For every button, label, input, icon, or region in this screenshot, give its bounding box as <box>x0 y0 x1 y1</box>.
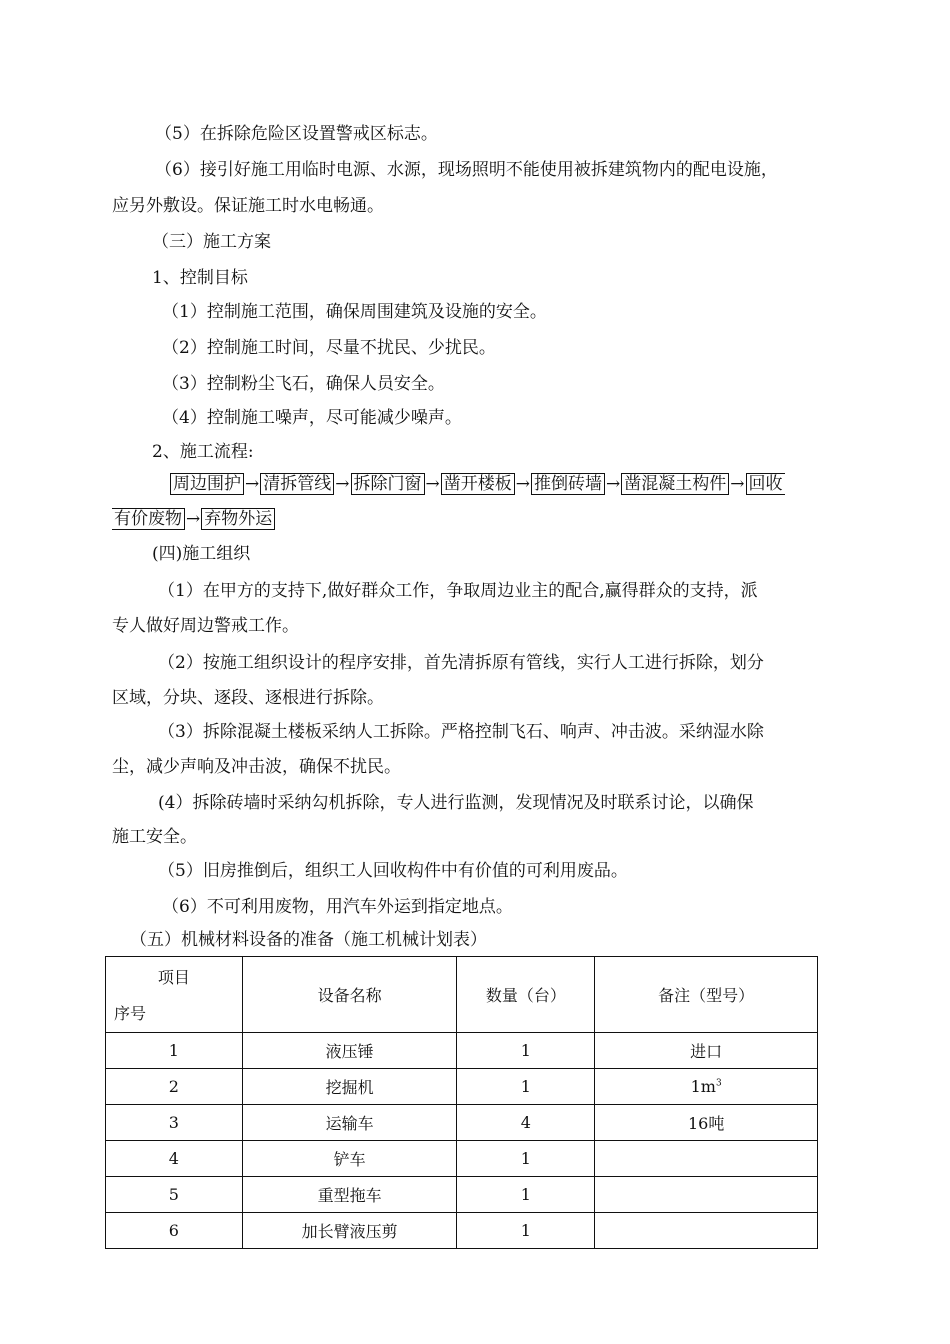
cell-qty: 4 <box>457 1105 595 1141</box>
table-row <box>106 1105 818 1141</box>
goal-item-1: （1）控制施工范围，确保周围建筑及设施的安全。 <box>162 302 547 322</box>
cell-no: 4 <box>106 1141 243 1177</box>
header-item-label: 项目 <box>157 968 190 987</box>
flow-step: 拆除门窗 <box>351 473 425 495</box>
cell-no: 5 <box>106 1177 243 1213</box>
note-superscript: 3 <box>715 1078 722 1089</box>
cell-note <box>595 1213 818 1249</box>
table-row <box>106 1069 818 1105</box>
cell-name: 加长臂液压剪 <box>242 1213 457 1249</box>
cell-qty: 1 <box>457 1213 595 1249</box>
paragraph-item-5: （5）在拆除危险区设置警戒区标志。 <box>155 124 438 144</box>
arrow-right-icon: → <box>606 474 621 494</box>
arrow-right-icon: → <box>515 474 530 494</box>
org-item-2-cont: 区域，分块、逐段、逐根进行拆除。 <box>112 688 384 708</box>
header-cell-split <box>106 957 243 1033</box>
table-row <box>106 1141 818 1177</box>
goal-item-2: （2）控制施工时间，尽量不扰民、少扰民。 <box>162 338 496 358</box>
cell-note <box>595 1105 818 1141</box>
arrow-right-icon: → <box>730 474 745 494</box>
flow-step: 弃物外运 <box>201 508 275 530</box>
note-text: 16吨 <box>687 1114 725 1133</box>
org-item-5: （5）旧房推倒后，组织工人回收构件中有价值的可利用废品。 <box>158 861 628 881</box>
cell-note <box>595 1069 818 1105</box>
org-item-4-cont: 施工安全。 <box>112 827 197 847</box>
goal-item-3: （3）控制粉尘飞石，确保人员安全。 <box>162 374 445 394</box>
flow-step: 周边围护 <box>170 473 244 495</box>
cell-name: 挖掘机 <box>242 1069 457 1105</box>
org-item-4: (4）拆除砖墙时采纳勾机拆除，专人进行监测，发现情况及时联系讨论，以确保 <box>158 793 754 813</box>
section-heading-3: （三）施工方案 <box>152 232 271 252</box>
cell-qty: 1 <box>457 1141 595 1177</box>
org-item-3: （3）拆除混凝土楼板采纳人工拆除。严格控制飞石、响声、冲击波。采纳湿水除 <box>158 722 764 742</box>
note-text: 1m <box>690 1077 716 1096</box>
org-item-1-cont: 专人做好周边警戒工作。 <box>112 616 299 636</box>
cell-qty: 1 <box>457 1177 595 1213</box>
cell-no: 1 <box>106 1033 243 1069</box>
equipment-table <box>105 956 818 1249</box>
flow-step: 回收 <box>746 473 785 495</box>
table-row <box>106 1033 818 1069</box>
flow-step: 有价废物 <box>112 508 185 530</box>
header-cell-note: 备注（型号） <box>595 957 818 1033</box>
arrow-right-icon: → <box>186 509 201 529</box>
cell-note <box>595 1177 818 1213</box>
cell-qty: 1 <box>457 1069 595 1105</box>
cell-name: 铲车 <box>242 1141 457 1177</box>
table-row <box>106 1177 818 1213</box>
org-item-2: （2）按施工组织设计的程序安排，首先清拆原有管线，实行人工进行拆除，划分 <box>158 653 764 673</box>
table-row <box>106 1213 818 1249</box>
subheading-control-goals: 1、控制目标 <box>152 268 248 288</box>
table-header-row <box>106 957 818 1033</box>
arrow-right-icon: → <box>425 474 440 494</box>
subheading-process: 2、施工流程: <box>152 442 254 462</box>
cell-no: 2 <box>106 1069 243 1105</box>
process-flow-line-2 <box>112 508 275 530</box>
cell-name: 重型拖车 <box>242 1177 457 1213</box>
note-text: 进口 <box>690 1042 723 1061</box>
header-cell-name: 设备名称 <box>242 957 457 1033</box>
org-item-1: （1）在甲方的支持下,做好群众工作，争取周边业主的配合,赢得群众的支持，派 <box>158 581 758 601</box>
flow-step: 凿混凝土构件 <box>621 473 729 495</box>
header-no-label: 序号 <box>114 1004 147 1023</box>
arrow-right-icon: → <box>335 474 350 494</box>
cell-no: 3 <box>106 1105 243 1141</box>
flow-step: 推倒砖墙 <box>531 473 605 495</box>
cell-name: 液压锤 <box>242 1033 457 1069</box>
section-heading-4: (四)施工组织 <box>152 544 251 564</box>
paragraph-item-6: （6）接引好施工用临时电源、水源，现场照明不能使用被拆建筑物内的配电设施， <box>155 160 778 180</box>
org-item-6: （6）不可利用废物，用汽车外运到指定地点。 <box>162 897 513 917</box>
org-item-3-cont: 尘，减少声响及冲击波，确保不扰民。 <box>112 757 401 777</box>
cell-no: 6 <box>106 1213 243 1249</box>
cell-name: 运输车 <box>242 1105 457 1141</box>
process-flow-line-1 <box>170 473 785 495</box>
flow-step: 清拆管线 <box>260 473 334 495</box>
cell-note <box>595 1141 818 1177</box>
cell-note <box>595 1033 818 1069</box>
flow-step: 凿开楼板 <box>441 473 515 495</box>
goal-item-4: （4）控制施工噪声，尽可能减少噪声。 <box>162 408 462 428</box>
paragraph-item-6-cont: 应另外敷设。保证施工时水电畅通。 <box>112 196 384 216</box>
section-heading-5: （五）机械材料设备的准备（施工机械计划表） <box>130 930 487 950</box>
arrow-right-icon: → <box>245 474 260 494</box>
header-cell-qty: 数量（台） <box>457 957 595 1033</box>
cell-qty: 1 <box>457 1033 595 1069</box>
